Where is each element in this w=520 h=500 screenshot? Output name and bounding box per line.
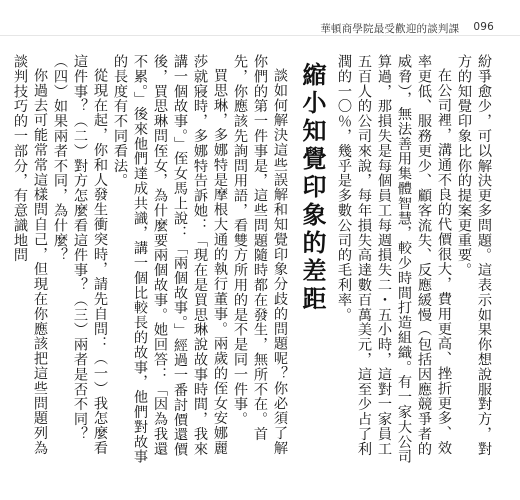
header-divider — [0, 35, 520, 36]
body-paragraph-2: 在公司裡，溝通不良的代價很大，費用更高、挫折更多、效率更低、服務更少、顧客流失、反應緩慢（包括因應競爭者的威脅），無法善用集體智慧，較少時間打造組織。有一家大公司算過，那損失是每個員工每週損失二・五小時，這對一家員工五百人的公司來說，每年損失高達數百萬美元，這至少占了利潤的一〇％，幾乎是多數公司的毛利率。 — [336, 54, 452, 465]
page-number: 096 — [473, 21, 494, 33]
body-paragraph-1: 紛爭愈少，可以解決更多問題。這表示如果你想說服對方，對方的知覺印象比你的提案更重要。 — [456, 54, 492, 457]
body-paragraph-6: 你過去可能常常這樣問自己，但現在你應該把這些問題列為談判技巧的一部分，有意識地問 — [12, 54, 48, 456]
book-title: 華頓商學院最受歡迎的談判課 — [320, 23, 460, 35]
vertical-body-text — [12, 54, 494, 469]
body-paragraph-4: 買思琳，多娜特是摩根大通的執行董事。兩歲的侄女安娜麗莎就寢時，多娜特告訴她：「現在是買思琳說故事時間，我來講一個故事。」侄女馬上說：「兩個故事。」經過一番討價還價後，買思琳問侄女，為什麼要兩個故事。她回答：「因為我還不累。」後來他們達成共識，講一個比較長的故事，他們對故事的長度有不同看法。 — [112, 54, 228, 465]
section-heading: 縮小知覺印象的差距 — [298, 62, 326, 314]
body-paragraph-3: 談如何解決這些誤解和知覺印象分歧的問題呢？你必須了解你們的第一件事是，這些問題隨時都在發生，無所不在。首先，你應該先詢問用語，看雙方所用的是不是同一件事。 — [232, 54, 288, 456]
body-paragraph-5: 從現在起，你和人發生衝突時，請先自問：（一）我怎麼看這件事？（二）對方怎麼看這件事？（三）兩者是否不同？（四）如果兩者不同，為什麼？ — [52, 54, 108, 456]
running-header — [320, 21, 494, 36]
